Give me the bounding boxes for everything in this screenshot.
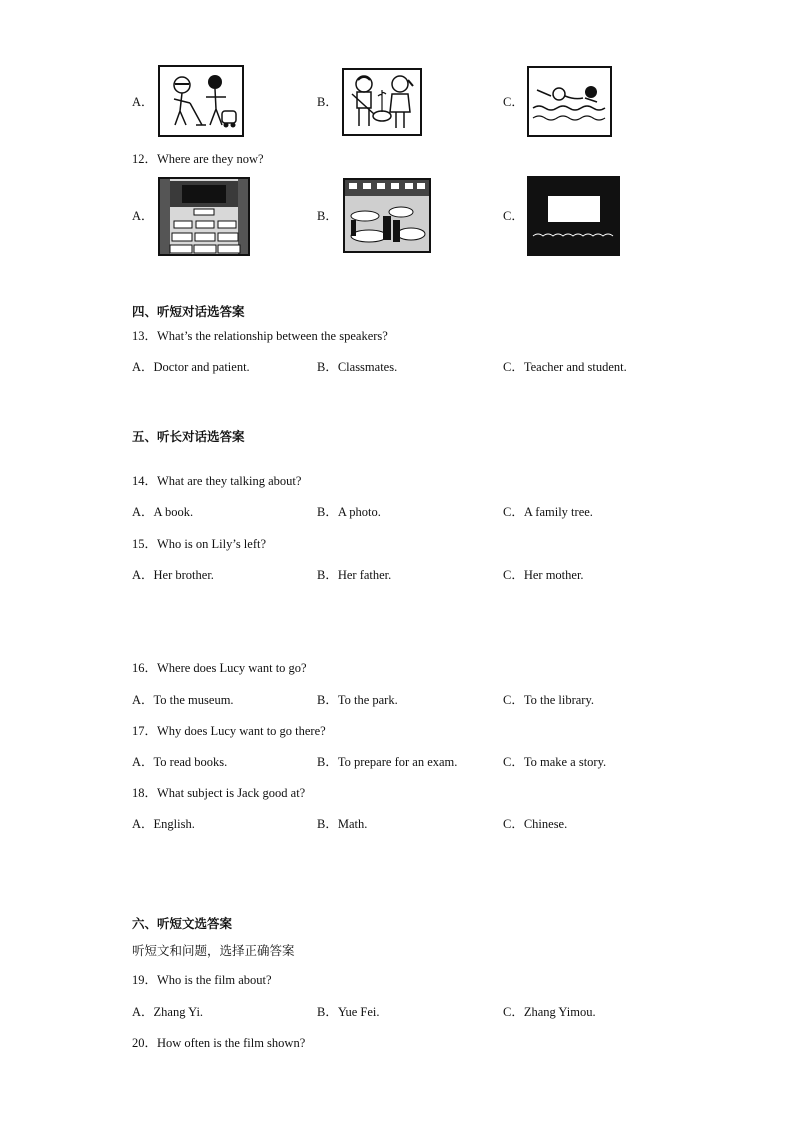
q18-option-c[interactable]: C．Chinese.	[503, 817, 568, 831]
sweeping-illustration	[160, 67, 242, 135]
q17-option-a[interactable]: A．To read books.	[132, 755, 228, 769]
q19-option-c[interactable]: C．Zhang Yimou.	[503, 1005, 596, 1019]
q14-option-a[interactable]: A．A book.	[132, 505, 194, 519]
cinema-illustration	[529, 178, 618, 254]
q19-option-a[interactable]: A．Zhang Yi.	[132, 1005, 204, 1019]
q16-option-a[interactable]: A．To the museum.	[132, 693, 234, 707]
q15-option-a[interactable]: A．Her brother.	[132, 568, 214, 582]
q18-question: 18．What subject is Jack good at?	[132, 786, 306, 800]
q11-option-b-label[interactable]: B．	[317, 95, 338, 109]
q13-option-b[interactable]: B．Classmates.	[317, 360, 398, 374]
q16-question: 16．Where does Lucy want to go?	[132, 661, 307, 675]
q17-question: 17．Why does Lucy want to go there?	[132, 724, 326, 738]
q14-option-b[interactable]: B．A photo.	[317, 505, 381, 519]
picture-classroom[interactable]	[158, 177, 250, 256]
classroom-illustration	[160, 179, 248, 254]
q12-option-c-label[interactable]: C．	[503, 209, 524, 223]
picture-dining-hall[interactable]	[343, 178, 431, 253]
q18-option-a[interactable]: A．English.	[132, 817, 195, 831]
q12-option-a-label[interactable]: A．	[132, 209, 154, 223]
section-6-heading: 六、听短文选答案	[132, 916, 233, 931]
q19-question: 19．Who is the film about?	[132, 973, 272, 987]
q17-option-b[interactable]: B．To prepare for an exam.	[317, 755, 458, 769]
dining-hall-illustration	[345, 180, 429, 251]
q15-question: 15．Who is on Lily’s left?	[132, 537, 267, 551]
planting-illustration	[344, 70, 420, 134]
section-5-heading: 五、听长对话选答案	[132, 429, 245, 444]
picture-cinema[interactable]	[527, 176, 620, 256]
q11-option-a-label[interactable]: A．	[132, 95, 154, 109]
q13-option-a[interactable]: A．Doctor and patient.	[132, 360, 250, 374]
swimming-illustration	[529, 68, 610, 135]
section-4-heading: 四、听短对话选答案	[132, 304, 245, 319]
picture-swimming[interactable]	[527, 66, 612, 137]
q13-question: 13．What’s the relationship between the speakers?	[132, 329, 388, 343]
q15-option-b[interactable]: B．Her father.	[317, 568, 392, 582]
picture-sweeping-floor[interactable]	[158, 65, 244, 137]
q15-option-c[interactable]: C．Her mother.	[503, 568, 584, 582]
section-6-instruction: 听短文和问题，选择正确答案	[132, 943, 295, 958]
q16-option-b[interactable]: B．To the park.	[317, 693, 398, 707]
q16-option-c[interactable]: C．To the library.	[503, 693, 595, 707]
picture-planting-trees[interactable]	[342, 68, 422, 136]
q13-option-c[interactable]: C．Teacher and student.	[503, 360, 627, 374]
q14-option-c[interactable]: C．A family tree.	[503, 505, 593, 519]
q19-option-b[interactable]: B．Yue Fei.	[317, 1005, 380, 1019]
q12-question: 12．Where are they now?	[132, 152, 264, 166]
q12-option-b-label[interactable]: B．	[317, 209, 338, 223]
q20-question: 20．How often is the film shown?	[132, 1036, 306, 1050]
q11-option-c-label[interactable]: C．	[503, 95, 524, 109]
q18-option-b[interactable]: B．Math.	[317, 817, 368, 831]
q14-question: 14．What are they talking about?	[132, 474, 302, 488]
q17-option-c[interactable]: C．To make a story.	[503, 755, 607, 769]
